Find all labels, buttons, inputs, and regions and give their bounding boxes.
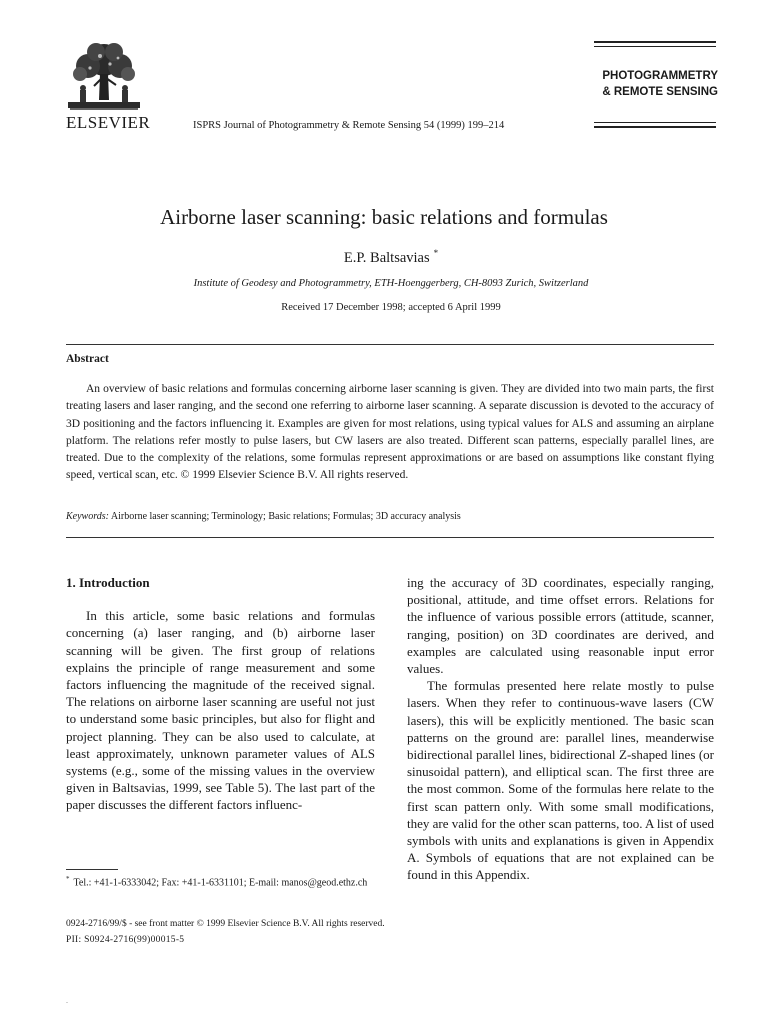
- paragraph: ing the accuracy of 3D coordinates, especially ranging, positional, attitude, and time offset errors. Relations for the influence of various possible errors (attitude, scanner, ranging, position) on 3D coordinates are derived, and examples are calculated using reasonable input error values.: [407, 575, 714, 677]
- publisher-name: ELSEVIER: [66, 113, 151, 132]
- author-footnote-mark[interactable]: *: [433, 248, 439, 258]
- author-name: E.P. Baltsavias: [343, 250, 430, 266]
- paragraph: In this article, some basic relations and formulas concerning (a) laser ranging, and (b) airborne laser scanning will be given. The first group of relations explains the principle of range measurement and some factors influencing the magnitude of the received signal. The relations on airborne laser scanning are useful not just to understand some basic principles, but also for flight and project planning. They can be also used to calculate, at least approximately, unknown parameter values of ALS systems (e.g., some of the missing values in the overview given in Baltsavias, 1999, see Table 5). The last part of the paper discusses the different factors influenc-: [66, 608, 375, 813]
- header-rule: [594, 41, 716, 43]
- footnote-rule: [66, 869, 118, 870]
- keywords-list: Airborne laser scanning; Terminology; Basic relations; Formulas; 3D accuracy analysis: [110, 511, 461, 522]
- received-date: Received 17 December 1998; accepted 6 April 1999: [281, 302, 501, 313]
- pii-line: PII: S0924-2716(99)00015-5: [66, 935, 185, 945]
- keywords: [66, 511, 714, 522]
- page-dot: .: [66, 996, 68, 1005]
- article-title: Airborne laser scanning: basic relations and formulas: [160, 205, 608, 229]
- abstract-heading: Abstract: [66, 353, 109, 365]
- header-rule: [594, 46, 716, 47]
- affiliation: Institute of Geodesy and Photogrammetry, ETH-Hoenggerberg, CH-8093 Zurich, Switzerland: [193, 278, 589, 289]
- header-rule: [594, 122, 716, 123]
- header-rule: [594, 126, 716, 128]
- journal-citation: ISPRS Journal of Photogrammetry & Remote Sensing 54 (1999) 199–214: [193, 120, 505, 131]
- journal-name-line: PHOTOGRAMMETRY: [602, 70, 718, 82]
- journal-name: [594, 68, 718, 100]
- abstract-bottom-rule: [66, 537, 714, 538]
- copyright-line: 0924-2716/99/$ - see front matter © 1999 Elsevier Science B.V. All rights reserved.: [66, 919, 385, 929]
- author-line: [0, 248, 768, 267]
- paragraph: The formulas presented here relate mostly to pulse lasers. When they refer to continuous-wave lasers (CW lasers), this will be explicitly mentioned. The basic scan patterns on the ground are: parallel lines, meanderwise bidirectional parallel lines, bidirectional Z-shaped lines (or sinusoidal pattern), and elliptical scan. The first three are the most common. Some of the formulas here relate to the first scan pattern only. With some small modifications, they are valid for the other scan patterns, too. A list of used symbols with units and explanations is given in Appendix A. Symbols of equations that are not explained can be found in this Appendix.: [407, 678, 714, 883]
- footnote-mark: *: [66, 875, 70, 883]
- abstract-text: An overview of basic relations and formulas concerning airborne laser scanning is given. They are divided into two main parts, the first treating lasers and laser ranging, and the second one referring to airborne laser scanning. A separate discussion is devoted to the accuracy of 3D positioning and the factors influencing it. Examples are given for most relations, using typical values for ALS and assuming an airplane platform. The relations refer mostly to pulse lasers, but CW lasers are also treated. Different scan patterns, especially parallel lines, are treated. Due to the complexity of the relations, some formulas represent approximations or are based on assumptions like constant flying speed, vertical scan, etc. © 1999 Elsevier Science B.V. All rights reserved.: [66, 383, 714, 482]
- footnote: [66, 872, 375, 890]
- keywords-label: Keywords:: [66, 511, 109, 522]
- elsevier-tree-logo-icon: [66, 38, 142, 114]
- abstract-top-rule: [66, 344, 714, 345]
- journal-name-line: & REMOTE SENSING: [602, 86, 718, 98]
- footnote-text: Tel.: +41-1-6333042; Fax: +41-1-6331101; E-mail: manos@geod.ethz.ch: [73, 877, 368, 889]
- body-column-left: [66, 574, 375, 814]
- body-column-right: [407, 574, 714, 884]
- section-heading: 1. Introduction: [66, 575, 150, 590]
